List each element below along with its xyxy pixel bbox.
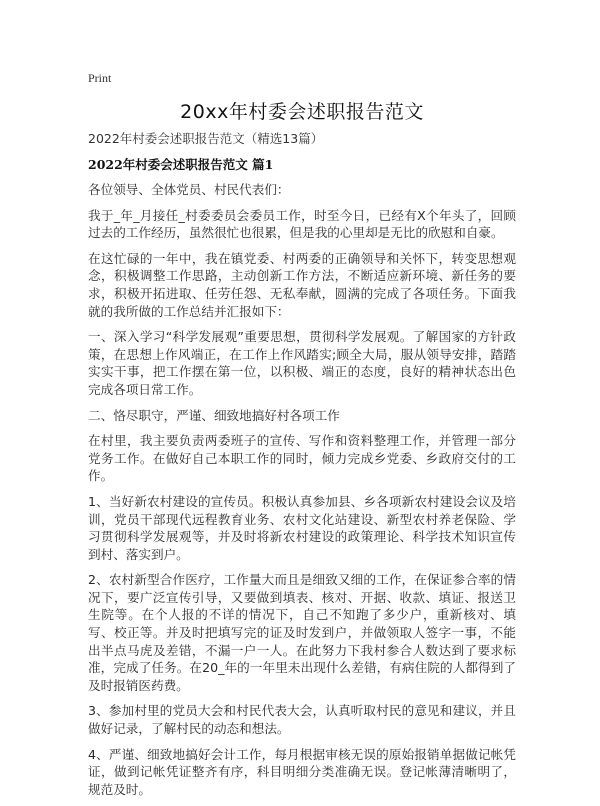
body-paragraph: 在这忙碌的一年中，我在镇党委、村两委的正确领导和关怀下，转变思想观念，积极调整工作思路，主动创新工作方法，不断适应新环境、新任务的要求，积极开拓进取、任劳任怨、无私奉献，圆满的完成了各项任务。下面我就的我所做的工作总结并汇报如下：: [88, 250, 516, 319]
list-item-paragraph: 3、参加村里的党员大会和村民代表大会，认真听取村民的意见和建议，并且做好记录，了解村民的动态和想法。: [88, 703, 516, 737]
body-paragraph: 一、深入学习“科学发展观”重要思想，贯彻科学发展观。了解国家的方针政策，在思想上作风端正，在工作上作风踏实;顾全大局，服从领导安排，踏踏实实干事，把工作摆在第一位，以积极、端正的态度，良好的精神状态出色完成各项日常工作。: [88, 329, 516, 397]
list-item-paragraph: 2、农村新型合作医疗，工作量大而且是细致又细的工作，在保证参合率的情况下，要广泛宣传引导，又要做到填表、核对、开据、收款、填证、报送卫生院等。在个人报的不详的情况下，自己不知跑了多少户，重新核对、填写、校正等。并及时把填写完的证及时发到户，并做领取人签字一事，不能出半点马虎及差错，不漏一户一人。在此努力下我村参合人数达到了要求标准，完成了任务。在20_年的一年里未出现什么差错，有病住院的人都得到了及时报销医药费。: [88, 572, 516, 693]
print-label[interactable]: Print: [88, 71, 112, 85]
subsection-heading: 二、恪尽职守，严谨、细致地搞好村各项工作: [88, 407, 340, 423]
document-title: 20xx年村委会述职报告范文: [180, 101, 424, 123]
list-item-paragraph: 4、严谨、细致地搞好会计工作，每月根据审核无误的原始报销单据做记帐凭证，做到记帐凭证整齐有序，科目明细分类准确无误。登记帐薄清晰明了，规范及时。: [88, 746, 516, 797]
salutation-paragraph: 各位领导、全体党员、村民代表们：: [88, 182, 290, 197]
section-heading: 2022年村委会述职报告范文 篇1: [88, 156, 274, 172]
body-paragraph: 在村里，我主要负责两委班子的宣传、写作和资料整理工作，并管理一部分党务工作。在做好自己本职工作的同时，倾力完成乡党委、乡政府交付的工作。: [88, 433, 516, 484]
body-paragraph: 我于_年_月接任_村委委员会委员工作，时至今日，已经有X个年头了，回顾过去的工作经历，虽然很忙也很累，但是我的心里却是无比的欣慰和自豪。: [88, 207, 516, 241]
document-page: [88, 70, 516, 806]
document-subtitle: 2022年村委会述职报告范文（精选13篇）: [88, 131, 324, 146]
list-item-paragraph: 1、当好新农村建设的宣传员。积极认真参加县、乡各项新农村建设会议及培训，党员干部现代远程教育业务、农村文化站建设、新型农村养老保险、学习贯彻科学发展观等，并及时将新农村建设的政策理论、科学技术知识宣传到村、落实到户。: [88, 493, 516, 562]
